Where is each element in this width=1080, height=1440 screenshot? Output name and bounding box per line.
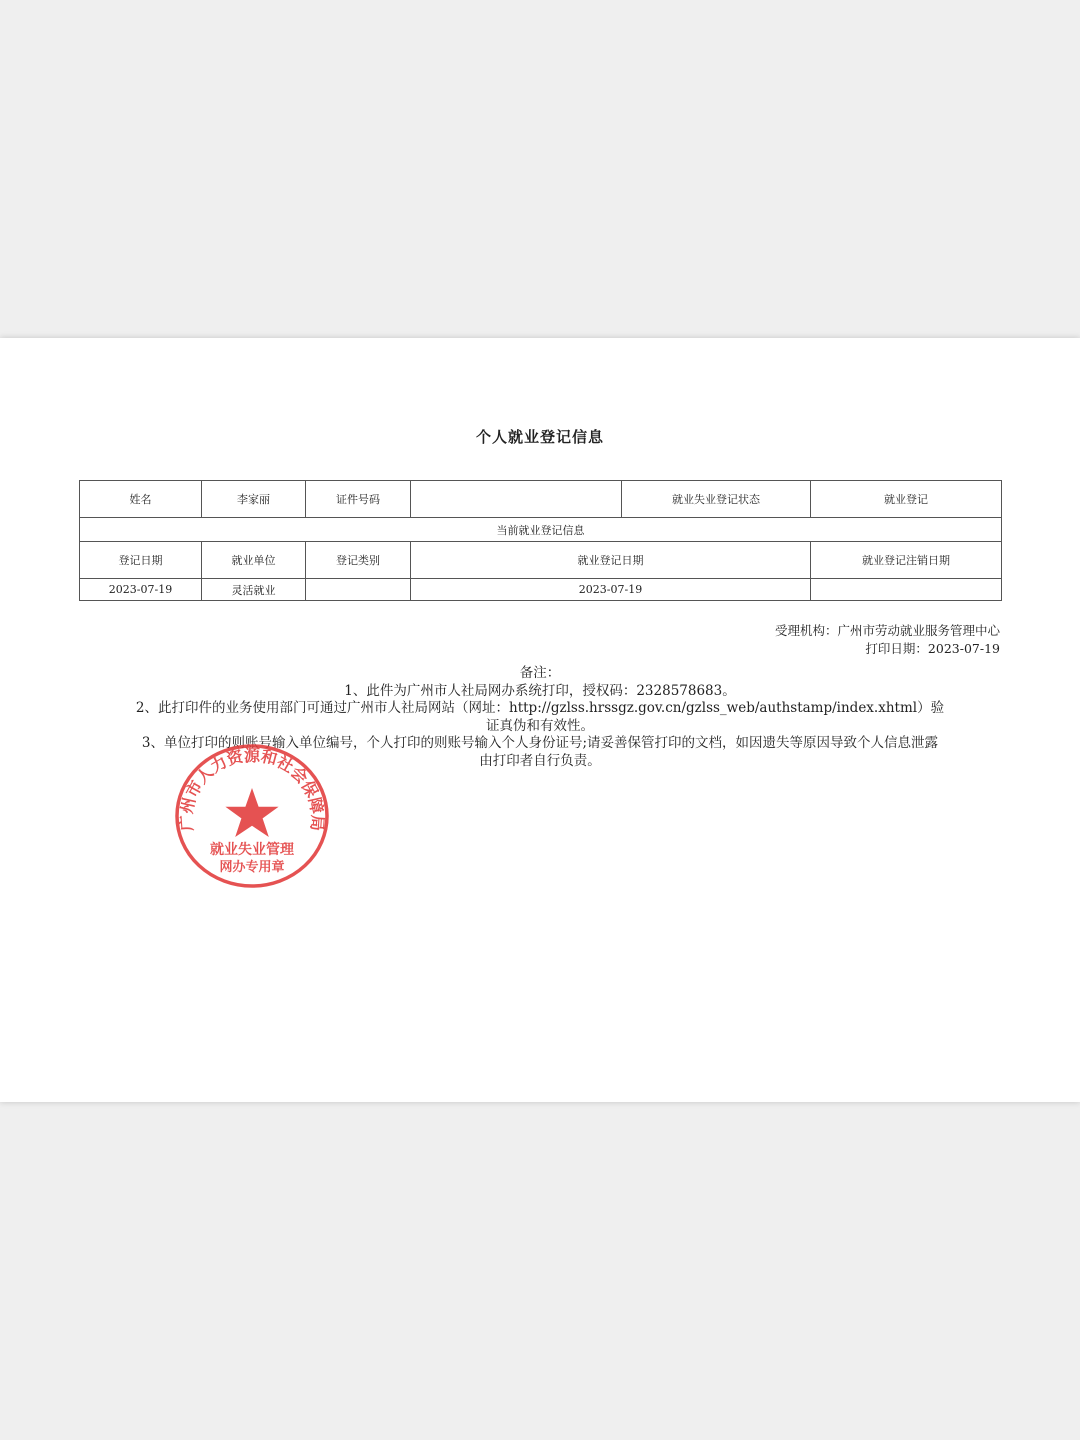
status-value: 就业登记 xyxy=(811,481,1002,518)
document-page xyxy=(0,338,1080,1102)
note-line-3b: 由打印者自行负责。 xyxy=(479,752,601,769)
note-line-2b: 证真伪和有效性。 xyxy=(486,717,594,734)
header-employment-reg-date: 就业登记日期 xyxy=(411,542,811,579)
cell-reg-date: 2023-07-19 xyxy=(80,579,202,601)
seal-arc-text: 广州市人力资源和社会保障局 xyxy=(176,745,328,832)
print-date: 打印日期：2023-07-19 xyxy=(865,641,1000,656)
notes-heading: 备注： xyxy=(519,665,561,681)
registration-table xyxy=(79,480,1002,601)
seal-line-1: 就业失业管理 xyxy=(210,842,294,858)
cell-employment-reg-date: 2023-07-19 xyxy=(411,579,811,601)
note-line-3a: 3、单位打印的则账号输入单位编号，个人打印的则账号输入个人身份证号;请妥善保管打印的文档，如因遗失等原因导致个人信息泄露 xyxy=(141,735,939,751)
name-value: 李家丽 xyxy=(202,481,306,518)
cell-cancel-date xyxy=(811,579,1002,601)
cell-employer: 灵活就业 xyxy=(202,579,306,601)
agency-block xyxy=(775,622,1000,658)
table-row xyxy=(80,518,1002,542)
note-line-1: 1、此件为广州市人社局网办系统打印，授权码：2328578683。 xyxy=(344,682,736,699)
name-label: 姓名 xyxy=(80,481,202,518)
table-header-row xyxy=(80,542,1002,579)
note-line-2a: 2、此打印件的业务使用部门可通过广州市人社局网站（网址：http://gzlss.hrssgz.gov.cn/gzlss_web/authstamp/index.xhtml）验 xyxy=(135,700,945,716)
header-employer: 就业单位 xyxy=(202,542,306,579)
seal-star-icon xyxy=(225,788,278,837)
table-row xyxy=(80,579,1002,601)
section-label: 当前就业登记信息 xyxy=(80,518,1002,542)
header-reg-date: 登记日期 xyxy=(80,542,202,579)
header-cancel-date: 就业登记注销日期 xyxy=(811,542,1002,579)
agency-text: 受理机构：广州市劳动就业服务管理中心 xyxy=(774,623,1000,638)
seal-line-2: 网办专用章 xyxy=(219,860,285,875)
table-row xyxy=(80,481,1002,518)
official-seal xyxy=(173,742,331,890)
id-label: 证件号码 xyxy=(306,481,411,518)
id-value xyxy=(411,481,622,518)
document-title: 个人就业登记信息 xyxy=(475,428,604,446)
header-reg-type: 登记类别 xyxy=(306,542,411,579)
cell-reg-type xyxy=(306,579,411,601)
status-label: 就业失业登记状态 xyxy=(622,481,811,518)
